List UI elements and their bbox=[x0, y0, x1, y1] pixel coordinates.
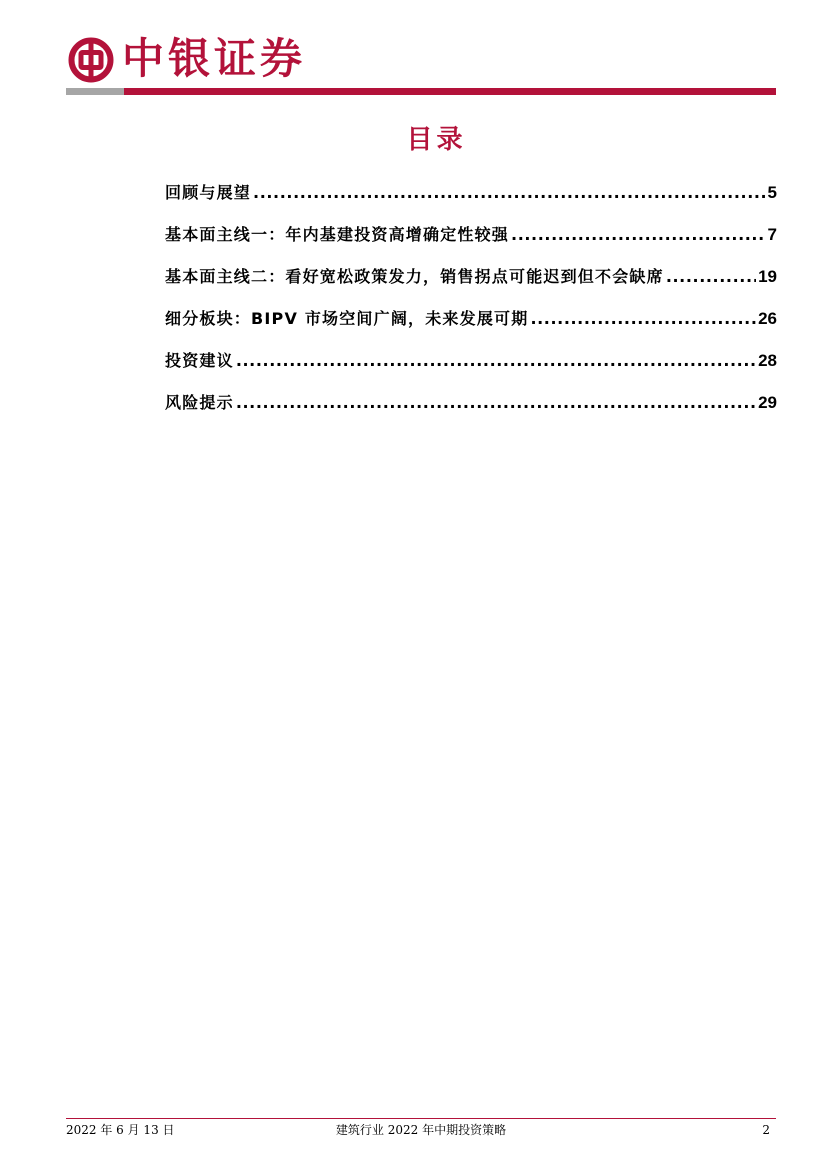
bank-of-china-logo-icon bbox=[68, 37, 114, 83]
toc-entry-infrastructure[interactable] bbox=[165, 222, 777, 264]
page-footer bbox=[66, 1122, 776, 1140]
toc-dot-leader bbox=[253, 180, 766, 206]
toc-page-number: 28 bbox=[758, 351, 777, 370]
toc-dot-leader bbox=[530, 306, 756, 332]
toc-dot-leader bbox=[511, 222, 766, 248]
table-of-contents bbox=[165, 180, 777, 432]
toc-entry-title: 细分板块：BIPV 市场空间广阔，未来发展可期 bbox=[165, 309, 529, 328]
toc-entry-title: 投资建议 bbox=[165, 351, 234, 370]
toc-entry-title: 回顾与展望 bbox=[165, 183, 252, 202]
header-rule-red bbox=[124, 88, 776, 95]
toc-entry-title: 基本面主线二：看好宽松政策发力，销售拐点可能迟到但不会缺席 bbox=[165, 267, 664, 286]
brand-name: 中银证券 bbox=[122, 34, 307, 83]
page-header bbox=[0, 0, 827, 100]
toc-page-number: 29 bbox=[758, 393, 777, 412]
toc-entry-bipv[interactable] bbox=[165, 306, 777, 348]
toc-entry-risk-warning[interactable] bbox=[165, 390, 777, 432]
header-rule-gray bbox=[66, 88, 124, 95]
footer-rule bbox=[66, 1118, 776, 1119]
footer-page-number: 2 bbox=[762, 1123, 770, 1137]
toc-dot-leader bbox=[236, 390, 756, 416]
footer-report-title: 建筑行业 2022 年中期投资策略 bbox=[335, 1123, 507, 1137]
toc-entry-investment-advice[interactable] bbox=[165, 348, 777, 390]
toc-page-number: 5 bbox=[767, 183, 777, 202]
toc-entry-title: 风险提示 bbox=[165, 393, 234, 412]
toc-page-number: 7 bbox=[767, 225, 777, 244]
toc-entry-policy-easing[interactable] bbox=[165, 264, 777, 306]
toc-page-number: 19 bbox=[758, 267, 777, 286]
toc-entry-review-outlook[interactable] bbox=[165, 180, 777, 222]
toc-page-number: 26 bbox=[758, 309, 777, 328]
toc-dot-leader bbox=[666, 264, 756, 290]
toc-entry-title: 基本面主线一：年内基建投资高增确定性较强 bbox=[165, 225, 510, 244]
toc-dot-leader bbox=[236, 348, 756, 374]
footer-date: 2022 年 6 月 13 日 bbox=[66, 1123, 175, 1137]
toc-title: 目录 bbox=[406, 125, 467, 155]
